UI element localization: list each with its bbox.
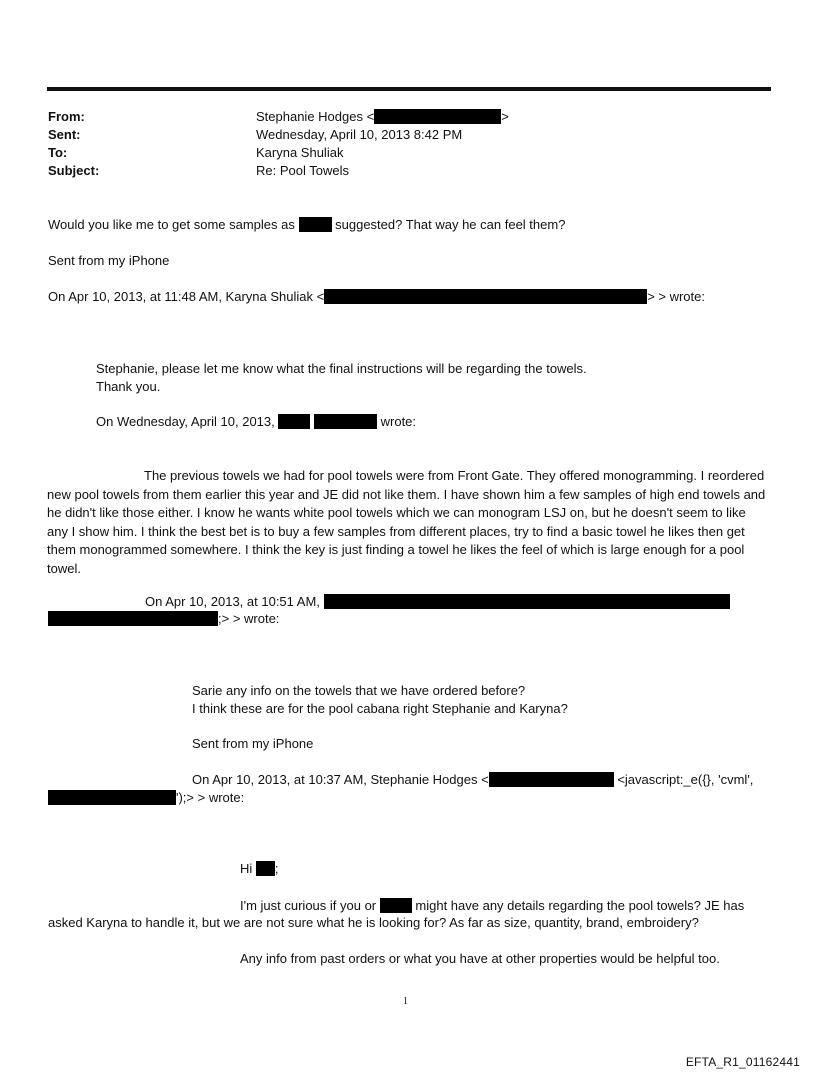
text: suggested? That way he can feel them? <box>335 217 566 232</box>
quote-header-3-cont <box>48 610 279 628</box>
redaction <box>380 898 412 913</box>
quote-header-4 <box>192 771 753 789</box>
body-line-samples <box>48 216 565 234</box>
quote-header-2 <box>96 413 416 431</box>
sent-from-iphone: Sent from my iPhone <box>48 253 170 268</box>
text: On Apr 10, 2013, at 10:51 AM, <box>145 594 320 609</box>
to-label: To: <box>48 145 68 160</box>
text: Hi <box>240 861 253 876</box>
subject-label: Subject: <box>48 163 100 178</box>
sarie-line1: Sarie any info on the towels that we have ordered before? <box>192 683 526 698</box>
from-suffix: > <box>501 109 509 124</box>
text: Would you like me to get some samples as <box>48 217 295 232</box>
quote-header-3 <box>145 593 730 611</box>
from-name: Stephanie Hodges < <box>256 109 375 124</box>
quote-header-1 <box>48 288 705 306</box>
text: On Apr 10, 2013, at 11:48 AM, Karyna Shuliak < <box>48 289 325 304</box>
text: I'm just curious if you or <box>240 898 377 913</box>
redaction <box>489 772 614 787</box>
text: On Apr 10, 2013, at 10:37 AM, Stephanie Hodges < <box>192 772 489 787</box>
document-id: EFTA_R1_01162441 <box>685 1055 800 1069</box>
text: wrote: <box>380 414 417 429</box>
sent-from-iphone-2: Sent from my iPhone <box>192 736 314 751</box>
text: ; <box>274 861 279 876</box>
to-value: Karyna Shuliak <box>256 145 344 160</box>
page-number: 1 <box>403 996 408 1007</box>
towel-paragraph: The previous towels we had for pool towels were from Front Gate. They offered monogramming. I reordered new pool towels from them earlier this year and JE did not like them. I have shown him a few samples of high end towels and he didn't like those either. I know he wants white pool towels which we can monogram LSJ on, but he doesn't seem to like any I show him. I think the best bet is to buy a few samples from different places, try to find a basic towel he likes then get them monogrammed somewhere. I think the key is just finding a towel he likes the feel of which is large enough for a pool towel. <box>47 468 766 576</box>
text: <javascript:_e({}, 'cvml', <box>617 772 754 787</box>
curious-line1 <box>240 897 744 915</box>
quote-header-4-cont <box>48 789 244 807</box>
from-value <box>256 108 509 126</box>
karyna-message-line2: Thank you. <box>96 379 161 394</box>
redaction <box>314 414 377 429</box>
greeting <box>240 860 279 878</box>
text: ;> > wrote: <box>218 611 280 626</box>
sarie-line2: I think these are for the pool cabana right Stephanie and Karyna? <box>192 701 568 716</box>
text: ');> > wrote: <box>176 790 245 805</box>
redaction <box>299 217 332 232</box>
text: On Wednesday, April 10, 2013, <box>96 414 275 429</box>
text: > > wrote: <box>647 289 705 304</box>
redaction <box>256 861 275 876</box>
text: might have any details regarding the pool towels? JE has <box>415 898 745 913</box>
redaction <box>324 594 730 609</box>
sent-value: Wednesday, April 10, 2013 8:42 PM <box>256 127 463 142</box>
karyna-message-line1: Stephanie, please let me know what the final instructions will be regarding the towels. <box>96 361 587 376</box>
from-label: From: <box>48 109 85 124</box>
redaction <box>48 790 176 805</box>
redaction <box>48 611 218 626</box>
redaction <box>278 414 310 429</box>
curious-line2: asked Karyna to handle it, but we are not sure what he is looking for? As far as size, quantity, brand, embroidery? <box>48 915 699 930</box>
header-rule <box>47 87 771 91</box>
sent-label: Sent: <box>48 127 81 142</box>
past-orders-line: Any info from past orders or what you have at other properties would be helpful too. <box>240 951 720 966</box>
redaction <box>374 109 501 124</box>
subject-value: Re: Pool Towels <box>256 163 349 178</box>
redaction <box>324 289 647 304</box>
